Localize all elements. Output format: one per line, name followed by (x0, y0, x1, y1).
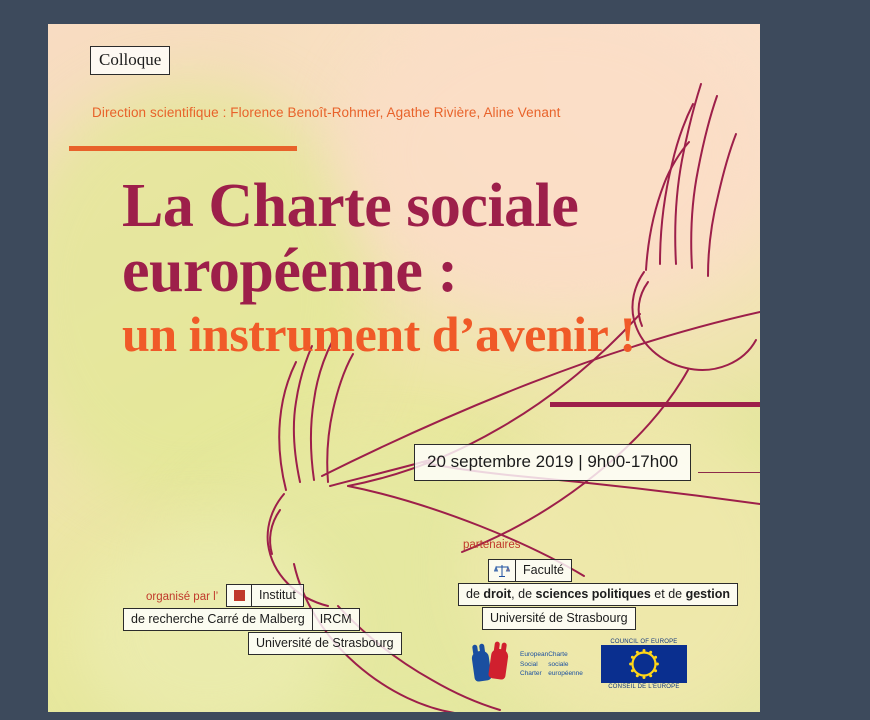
field-gestion: gestion (685, 587, 731, 601)
esc-en-line3: Charter (520, 670, 542, 678)
kicker-badge: Colloque (90, 46, 170, 75)
european-social-charter-logo (473, 643, 583, 687)
organiser-university: Université de Strasbourg (248, 632, 402, 655)
page-title (122, 172, 682, 362)
orange-rule-top (69, 146, 297, 151)
date-time-badge: 20 septembre 2019 | 9h00-17h00 (414, 444, 691, 481)
coe-bottom-label: CONSEIL DE L’EUROPE (608, 684, 680, 690)
scientific-direction-text: Direction scientifique : Florence Benoît-Rohmer, Agathe Rivière, Aline Venant (92, 105, 561, 120)
date-connector-line (698, 472, 760, 473)
maroon-rule-right (550, 402, 760, 407)
faculty-fields (458, 583, 738, 606)
esc-text-french (548, 650, 583, 678)
faculty-row (488, 559, 572, 582)
council-of-europe-logo (601, 639, 687, 690)
esc-en-line2: Social (520, 660, 538, 668)
ircm-acronym: IRCM (313, 608, 360, 631)
institute-full-name: de recherche Carré de Malberg (123, 608, 313, 631)
institute-name-row (123, 608, 360, 631)
esc-fr-line1: Charte (548, 651, 568, 659)
partners-label: partenaires (463, 539, 521, 551)
esc-en-line1: European (520, 651, 549, 659)
coe-top-label: COUNCIL OF EUROPE (610, 639, 678, 645)
esc-fr-line3: européenne (548, 670, 583, 678)
title-line-3: un instrument d’avenir ! (122, 305, 636, 362)
fields-pre: de (466, 587, 484, 601)
organised-by-label: organisé par l’ (146, 591, 219, 603)
institute-row (226, 584, 304, 607)
field-sciences-politiques: sciences politiques (535, 587, 651, 601)
institute-label: Institut (252, 584, 304, 607)
fields-post: et de (650, 587, 686, 601)
european-flag-icon (601, 645, 687, 683)
esc-logo-text (520, 650, 583, 678)
poster-image (48, 24, 760, 712)
fields-mid: , de (511, 587, 536, 601)
title-line-2: européenne : (122, 236, 458, 305)
title-line-1: La Charte sociale (122, 172, 579, 240)
esc-hands-icon (473, 643, 513, 687)
institute-square-icon (226, 584, 252, 607)
esc-text-english (520, 650, 548, 678)
scales-of-justice-icon (488, 559, 516, 582)
logo-strip (473, 639, 687, 690)
faculty-label: Faculté (516, 559, 572, 582)
field-droit: droit (483, 587, 512, 601)
partner-university: Université de Strasbourg (482, 607, 636, 630)
esc-fr-line2: sociale (548, 660, 569, 668)
